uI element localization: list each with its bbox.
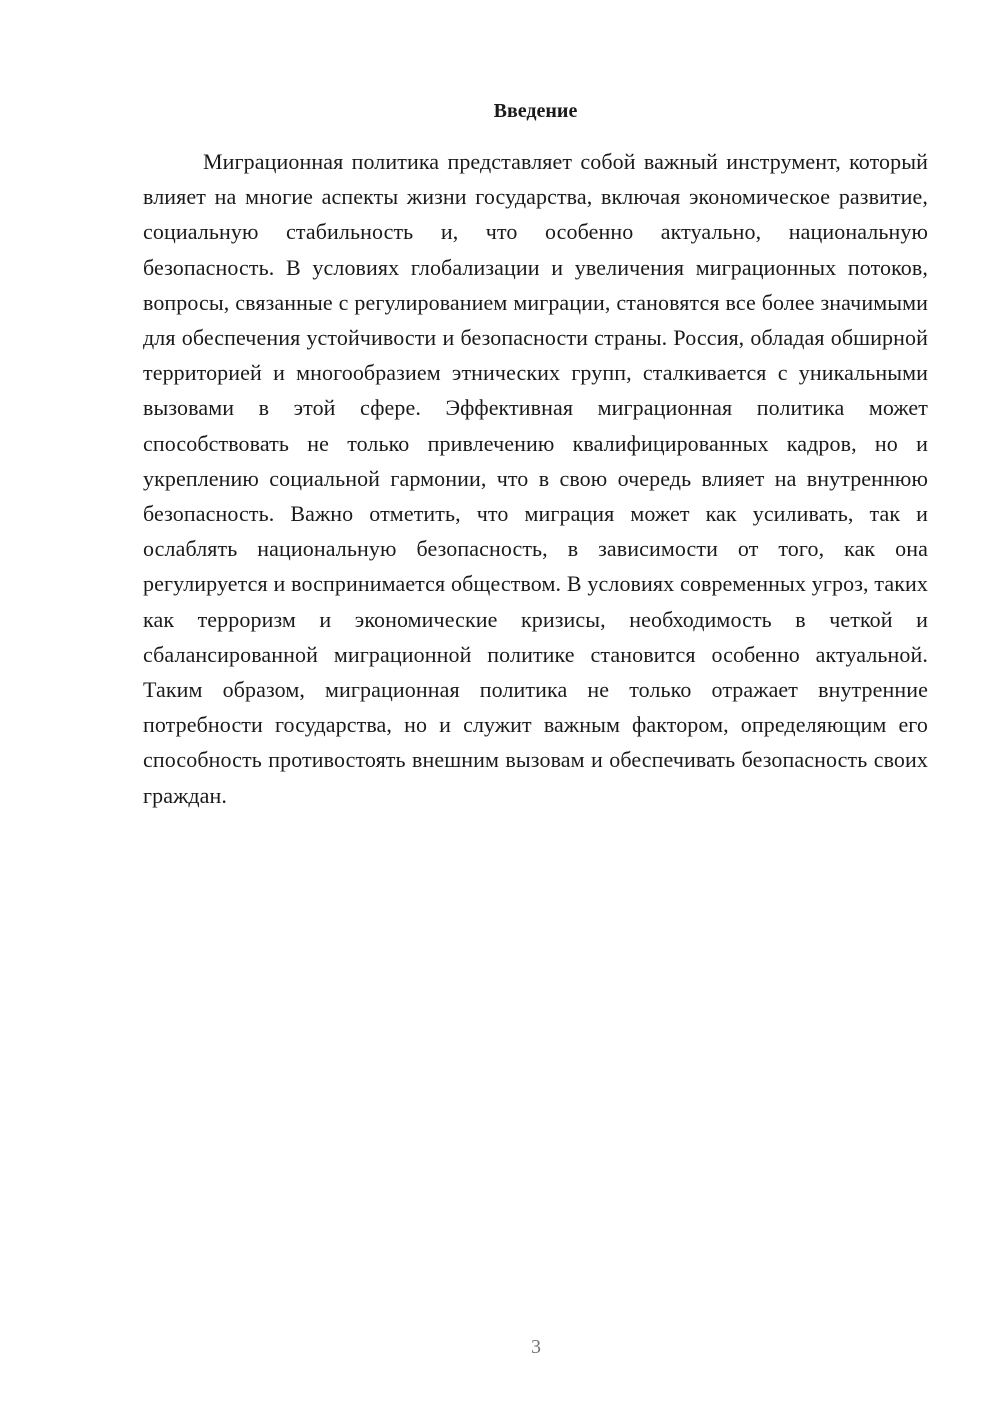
page-number: 3: [531, 1336, 541, 1358]
intro-paragraph: Миграционная политика представляет собой важный инструмент, который влияет на многие аспекты жизни государства, включая экономическое развитие, социальную стабильность и, что особенно актуально, национальную безопасность. В условиях глобализации и увеличения миграционных потоков, вопросы, связанные с регулированием миграции, становятся все более значимыми для обеспечения устойчивости и безопасности страны. Россия, обладая обширной территорией и многообразием этнических групп, сталкивается с уникальными вызовами в этой сфере. Эффективная миграционная политика может способствовать не только привлечению квалифицированных кадров, но и укреплению социальной гармонии, что в свою очередь влияет на внутреннюю безопасность. Важно отметить, что миграция может как усиливать, так и ослаблять национальную безопасность, в зависимости от того, как она регулируется и воспринимается обществом. В условиях современных угроз, таких как терроризм и экономические кризисы, необходимость в четкой и сбалансированной миграционной политике становится особенно актуальной. Таким образом, миграционная политика не только отражает внутренние потребности государства, но и служит важным фактором, определяющим его способность противостоять внешним вызовам и обеспечивать безопасность своих граждан.: [143, 149, 928, 808]
section-heading: Введение: [493, 100, 578, 122]
